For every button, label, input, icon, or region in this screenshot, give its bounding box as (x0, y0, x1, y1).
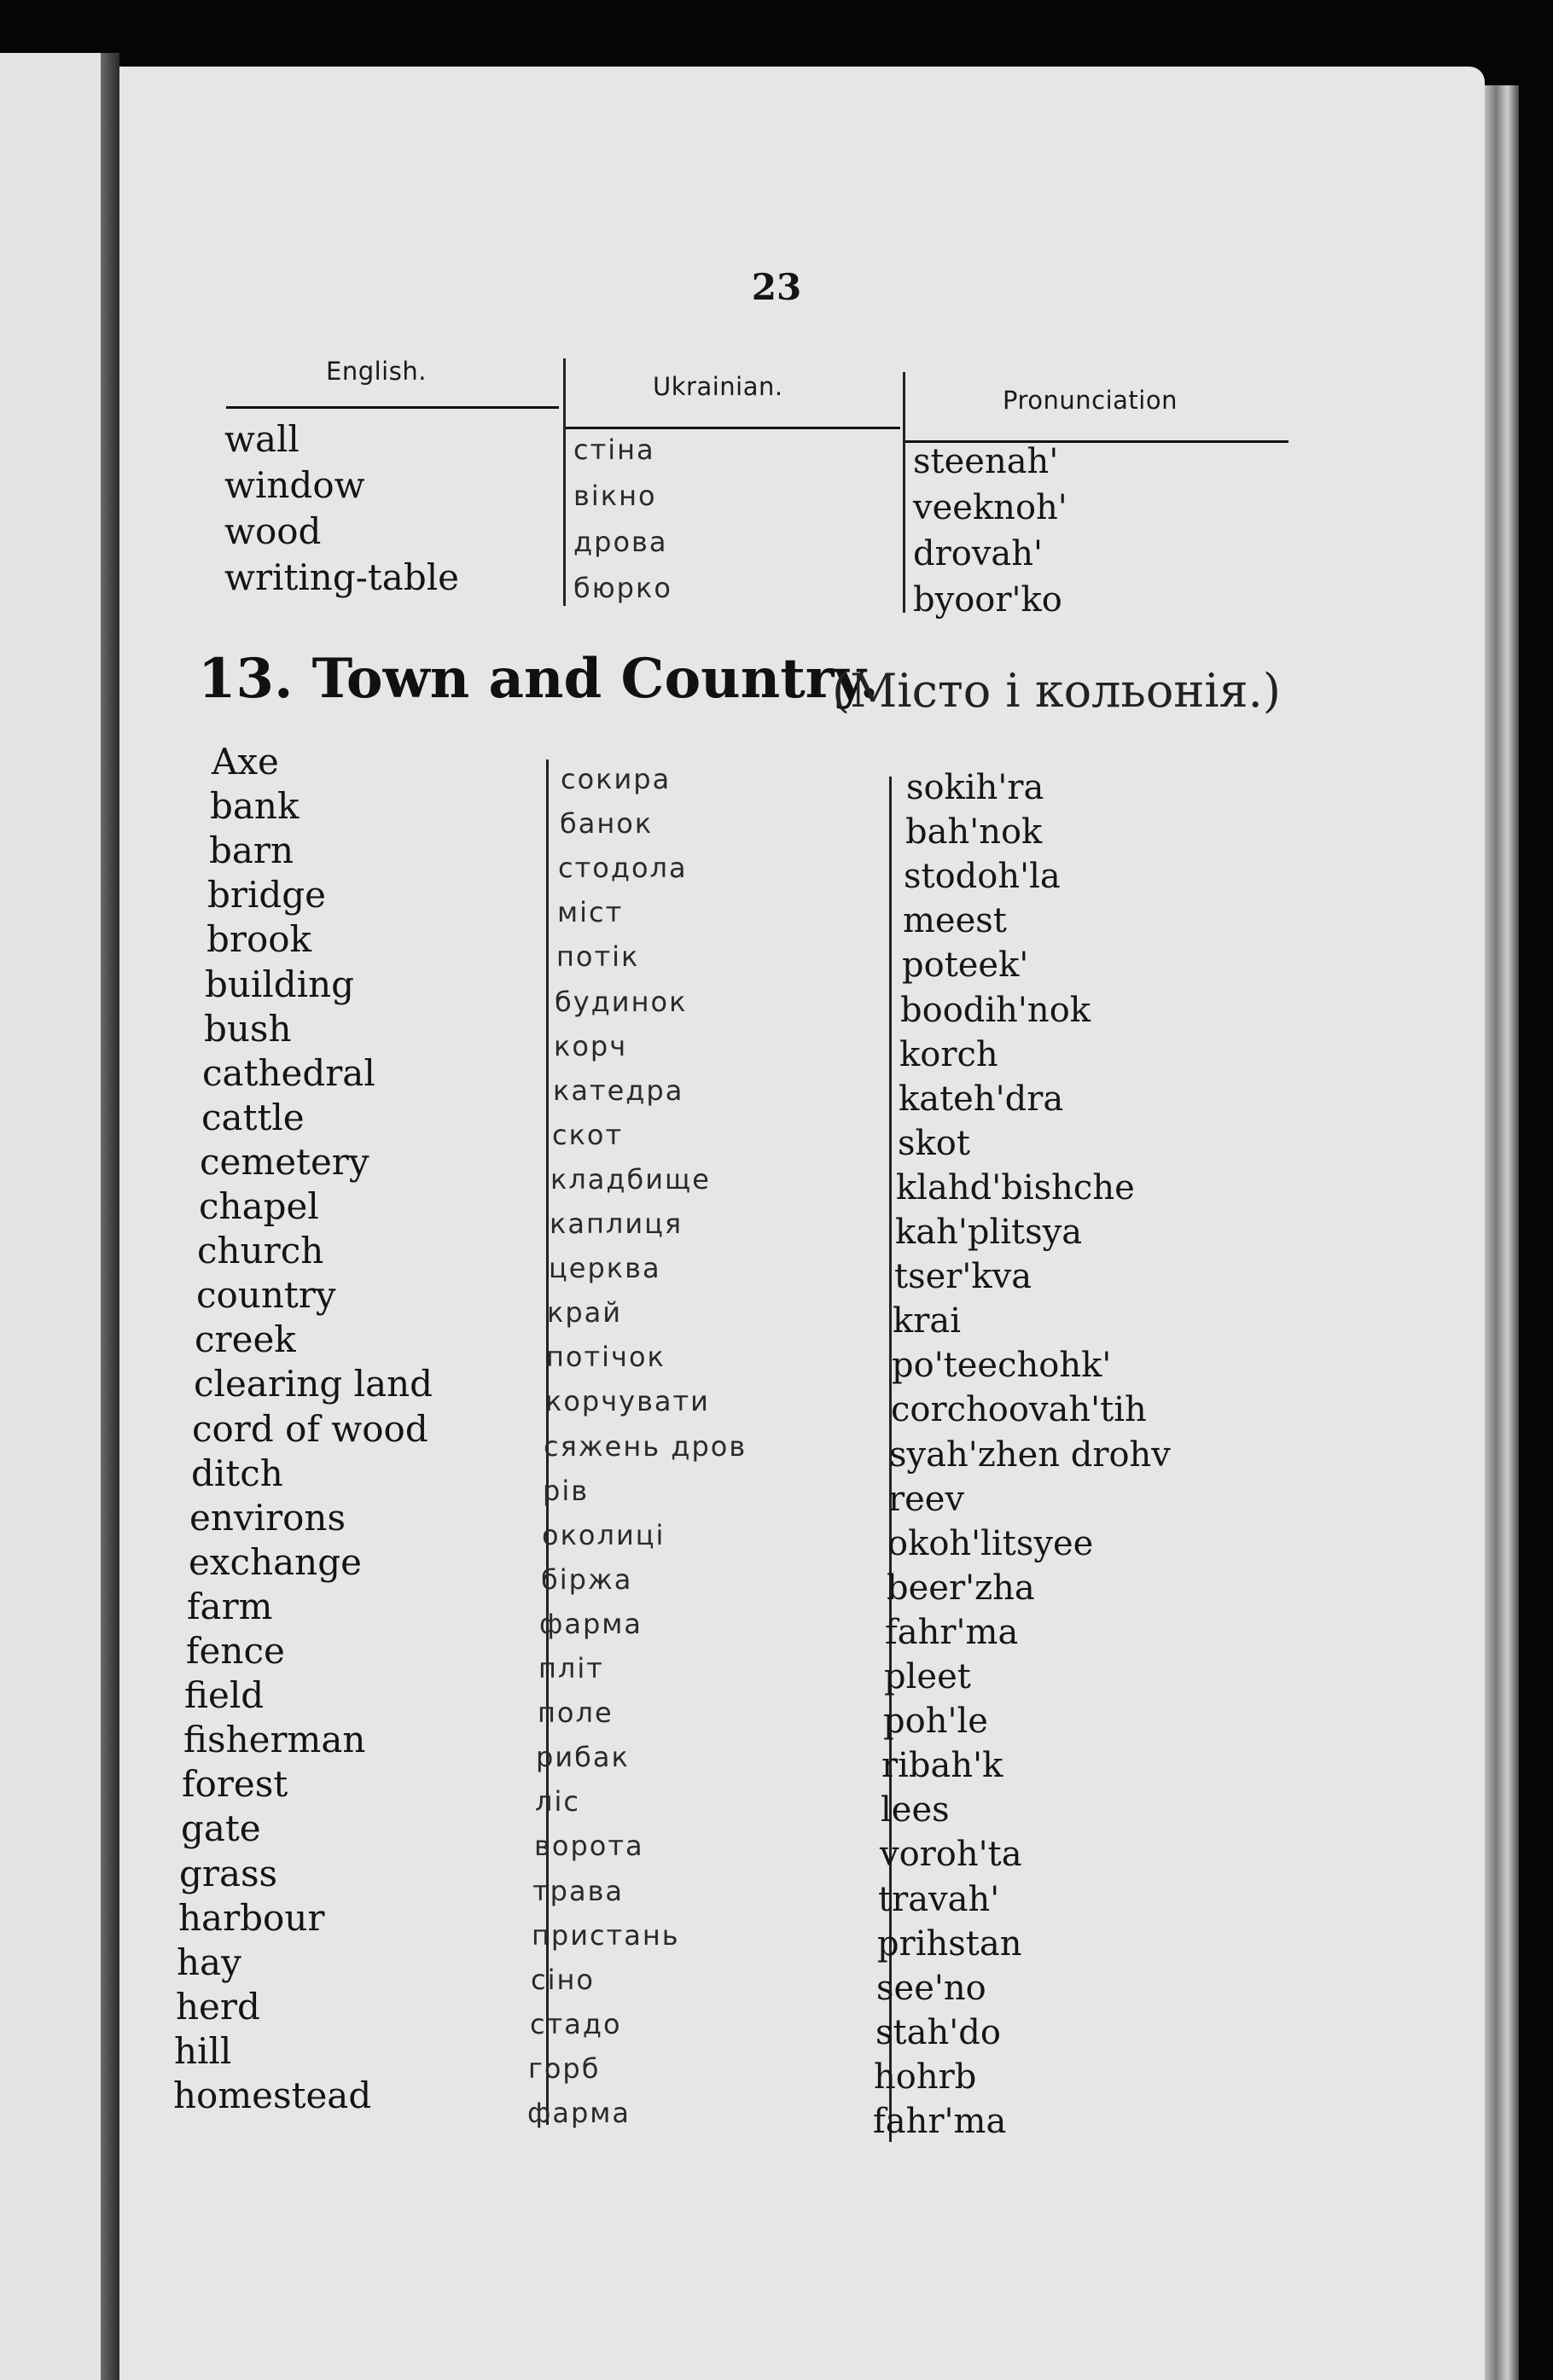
ukrainian-word: будинок (555, 985, 688, 1018)
pronunciation-text: bah'nok (905, 812, 1043, 852)
english-word: window (224, 464, 365, 506)
pronunciation-text: steenah' (913, 442, 1059, 481)
ukrainian-word: стадо (530, 2007, 622, 2040)
ukrainian-word: кладбище (550, 1162, 711, 1196)
pronunciation-text: okoh'litsyee (887, 1523, 1094, 1563)
pronunciation-text: veeknoh' (913, 488, 1067, 527)
english-word: wood (224, 510, 322, 552)
ukrainian-word: дрова (573, 526, 668, 558)
pronunciation-text: po'teechohk' (892, 1346, 1112, 1386)
ukrainian-word: ліс (535, 1785, 580, 1818)
english-word: country (196, 1274, 336, 1317)
page-number: 23 (751, 266, 802, 308)
english-word: hill (174, 2029, 232, 2072)
english-word: environs (189, 1496, 346, 1539)
english-word: harbour (178, 1896, 325, 1939)
ukrainian-word: церква (549, 1252, 661, 1285)
english-word: hay (177, 1941, 241, 1983)
english-word: grass (179, 1852, 278, 1894)
header-rule-ukrainian (563, 427, 900, 429)
english-word: ditch (191, 1452, 283, 1494)
ukrainian-word: банок (560, 807, 654, 841)
ukrainian-word: потічок (546, 1341, 666, 1374)
ukrainian-word: корчувати (545, 1385, 710, 1418)
ukrainian-word: потік (556, 940, 640, 974)
book-gutter (101, 53, 119, 2380)
pronunciation-text: byoor'ko (913, 580, 1062, 620)
english-word: homestead (173, 2074, 372, 2116)
english-word: exchange (189, 1540, 362, 1583)
english-word: cattle (201, 1096, 305, 1138)
english-word: cemetery (200, 1140, 369, 1183)
pronunciation-text: boodih'nok (900, 990, 1091, 1030)
english-word: fence (186, 1630, 285, 1672)
english-word: field (184, 1674, 265, 1717)
pronunciation-text: stodoh'la (904, 857, 1061, 897)
column-header-pronunciation: Pronunciation (1003, 386, 1178, 415)
previous-page-edge (0, 53, 101, 2380)
book-page (119, 67, 1485, 2380)
english-word: church (197, 1230, 324, 1272)
english-word: chapel (199, 1185, 319, 1227)
pronunciation-text: skot (898, 1123, 970, 1163)
ukrainian-word: біржа (541, 1562, 633, 1596)
ukrainian-word: пристань (532, 1918, 680, 1952)
pronunciation-text: hohrb (874, 2057, 977, 2097)
pronunciation-text: beer'zha (887, 1568, 1035, 1608)
ukrainian-word: корч (554, 1029, 628, 1062)
ukrainian-word: бюрко (573, 572, 672, 604)
pronunciation-text: tser'kva (894, 1257, 1032, 1297)
english-word: cord of wood (192, 1407, 428, 1450)
section-title: 13. Town and Country. (198, 647, 879, 711)
english-word: herd (176, 1985, 260, 2028)
english-word: creek (195, 1318, 296, 1361)
english-word: brook (206, 918, 311, 961)
pronunciation-text: fahr'ma (873, 2102, 1007, 2141)
english-word: fisherman (183, 1719, 366, 1761)
pronunciation-text: fahr'ma (885, 1612, 1019, 1652)
ukrainian-word: міст (557, 896, 624, 929)
english-word: Axe (212, 741, 279, 783)
ukrainian-word: горб (528, 2051, 601, 2085)
ukrainian-word: фарма (527, 2097, 631, 2129)
ukrainian-word: сіно (531, 1963, 595, 1996)
column-divider-1 (563, 358, 566, 606)
ukrainian-word: вікно (573, 480, 657, 512)
pronunciation-text: krai (893, 1301, 961, 1341)
pronunciation-text: travah' (878, 1879, 1000, 1919)
ukrainian-word: пліт (538, 1652, 604, 1685)
pronunciation-text: corchoovah'tih (891, 1390, 1147, 1430)
pronunciation-text: prihstan (877, 1923, 1022, 1964)
english-word: bank (210, 785, 300, 828)
pronunciation-text: voroh'ta (880, 1835, 1022, 1875)
pronunciation-text: kateh'dra (899, 1079, 1064, 1119)
ukrainian-word: край (547, 1296, 623, 1330)
english-word: cathedral (202, 1051, 375, 1094)
ukrainian-word: околиці (542, 1518, 666, 1551)
english-word: writing-table (224, 556, 459, 598)
column-divider-2 (903, 372, 905, 613)
pronunciation-text: sokih'ra (906, 768, 1044, 807)
english-word: wall (224, 418, 300, 460)
ukrainian-word: каплиця (550, 1207, 683, 1240)
header-rule-english (226, 406, 559, 409)
ukrainian-word: сяжень дров (544, 1429, 747, 1463)
pronunciation-text: reev (888, 1479, 965, 1519)
ukrainian-word: стодола (558, 852, 688, 885)
ukrainian-word: рибак (536, 1741, 630, 1774)
ukrainian-word: трава (532, 1874, 625, 1907)
english-word: barn (209, 829, 294, 872)
pronunciation-text: pleet (884, 1657, 971, 1696)
pronunciation-text: see'no (876, 1968, 986, 2008)
ukrainian-word: поле (538, 1696, 614, 1730)
pronunciation-text: poteek' (902, 946, 1029, 986)
english-word: bridge (207, 874, 327, 917)
ukrainian-word: рів (543, 1474, 590, 1507)
pronunciation-text: poh'le (883, 1702, 988, 1742)
pronunciation-text: klahd'bishche (896, 1167, 1135, 1207)
pronunciation-text: ribah'k (881, 1746, 1003, 1786)
english-word: clearing land (194, 1363, 433, 1405)
ukrainian-word: фарма (539, 1607, 643, 1640)
pronunciation-text: korch (899, 1034, 998, 1074)
ukrainian-word: ворота (534, 1830, 644, 1863)
pronunciation-text: lees (881, 1790, 950, 1830)
english-word: farm (187, 1585, 273, 1627)
pronunciation-text: drovah' (913, 534, 1044, 573)
pronunciation-text: meest (903, 901, 1007, 941)
column-header-english: English. (326, 357, 427, 386)
english-word: building (205, 963, 355, 1005)
english-word: bush (204, 1007, 292, 1050)
ukrainian-word: стіна (573, 434, 655, 466)
english-word: gate (181, 1807, 261, 1850)
section-subtitle: (Місто і кольонія.) (832, 664, 1281, 718)
page-stack-edge (1485, 85, 1519, 2380)
pronunciation-text: stah'do (875, 2012, 1001, 2052)
ukrainian-word: скот (552, 1118, 624, 1151)
ukrainian-word: сокира (561, 763, 672, 795)
pronunciation-text: syah'zhen drohv (889, 1434, 1171, 1475)
english-word: forest (182, 1763, 288, 1806)
ukrainian-word: катедра (553, 1074, 684, 1107)
pronunciation-text: kah'plitsya (895, 1213, 1083, 1252)
column-header-ukrainian: Ukrainian. (653, 372, 783, 401)
